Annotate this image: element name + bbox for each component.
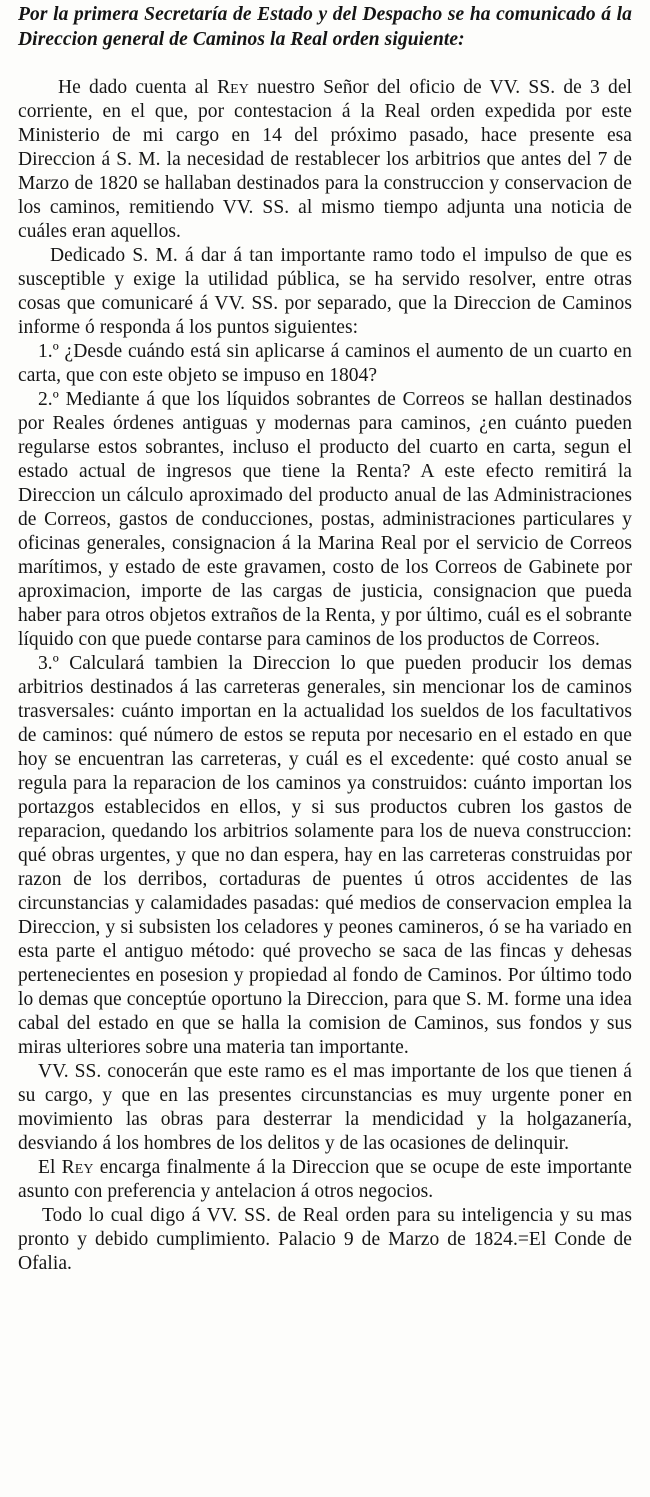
paragraph-royal-resolution: Dedicado S. M. á dar á tan importante ramo todo el impulso de que es susceptible y exige la utilidad pública, se ha servido resolver, entre otras cosas que comunicaré á VV. SS. por separado, que la Direccion de Caminos informe ó responda á los puntos siguientes: bbox=[18, 245, 632, 338]
king-small-caps: Rey bbox=[217, 77, 249, 98]
paragraph-king-request bbox=[18, 1156, 632, 1204]
paragraph-closing-signature: Todo lo cual digo á VV. SS. de Real orden para su inteligencia y su mas pronto y debido cumplimiento. Palacio 9 de Marzo de 1824.=El Conde de Ofalia. bbox=[18, 1205, 632, 1274]
paragraph-text: nuestro Señor del oficio de VV. SS. de 3 del corriente, en el que, por contestacion á la Real orden expedida por este Ministerio de mi cargo en 14 del próximo pasado, hace presente esa Direccion á S. M. la necesidad de restablecer los arbitrios que antes del 7 de Marzo de 1820 se hallaban destinados para la construccion y conservacion de los caminos, remitiendo VV. SS. al mismo tiempo adjunta una noticia de cuáles eran aquellos. bbox=[18, 77, 633, 242]
paragraph-text: encarga finalmente á la Direccion que se ocupe de este importante asunto con preferencia y antelacion á otros negocios. bbox=[18, 1157, 633, 1202]
point-1: 1.º ¿Desde cuándo está sin aplicarse á caminos el aumento de un cuarto en carta, que con este objeto se impuso en 1804? bbox=[18, 341, 632, 386]
paragraph-text: El bbox=[38, 1157, 62, 1178]
paragraph-text: He dado cuenta al bbox=[58, 77, 218, 98]
paragraph-royal-report bbox=[18, 76, 632, 244]
point-2: 2.º Mediante á que los líquidos sobrantes de Correos se hallan destinados por Reales órdenes antiguas y modernas para caminos, ¿en cuánto pueden regularse estos sobrantes, incluso el producto del cuarto en carta, segun el estado actual de ingresos que tiene la Renta? A este efecto remitirá la Direccion un cálculo aproximado del producto anual de las Administraciones de Correos, gastos de conducciones, postas, administraciones particulares y oficinas generales, consignacion á la Marina Real por el servicio de Correos marítimos, y estado de este gravamen, costo de los Correos de Gabinete por aproximacion, importe de las cargas de justicia, consignacion que pueda haber para otros objetos extraños de la Renta, y por último, cuál es el sobrante líquido con que puede contarse para caminos de los productos de Correos. bbox=[18, 389, 632, 650]
paragraph-importance: VV. SS. conocerán que este ramo es el mas importante de los que tienen á su cargo, y que en las presentes circunstancias es muy urgente poner en movimiento las obras para desterrar la mendicidad y la holgazanería, desviando á los hombres de los delitos y de las ocasiones de delinquir. bbox=[18, 1061, 632, 1154]
point-3: 3.º Calculará tambien la Direccion lo que pueden producir los demas arbitrios destinados á las carreteras generales, sin mencionar los de caminos trasversales: cuánto importan en la actualidad los sueldos de los facultativos de caminos: qué número de estos se reputa por necesario en el estado en que hoy se encuentran las carreteras, y cuál es el excedente: qué costo anual se regula para la reparacion de los caminos ya construidos: cuánto importan los portazgos establecidos en ellos, y si sus productos cubren los gastos de reparacion, quedando los arbitrios solamente para los de nueva construccion: qué obras urgentes, y que no dan espera, hay en las carreteras construidas por razon de los derribos, cortaduras de puentes ú otros accidentes de las circunstancias y calamidades pasadas: qué medios de conservacion emplea la Direccion, y si subsisten los celadores y peones camineros, ó se ha variado en esta parte el antiguo método: qué provecho se saca de las fincas y dehesas pertenecientes en posesion y propiedad al fondo de Caminos. Por último todo lo demas que conceptúe oportuno la Direccion, para que S. M. forme una idea cabal del estado en que se halla la comision de Caminos, sus fondos y sus miras ulteriores sobre una materia tan importante. bbox=[18, 653, 632, 1058]
king-small-caps: Rey bbox=[61, 1157, 94, 1178]
document-heading: Por la primera Secretaría de Estado y del Despacho se ha comunicado á la Direccion general de Caminos la Real orden siguiente: bbox=[18, 4, 632, 50]
